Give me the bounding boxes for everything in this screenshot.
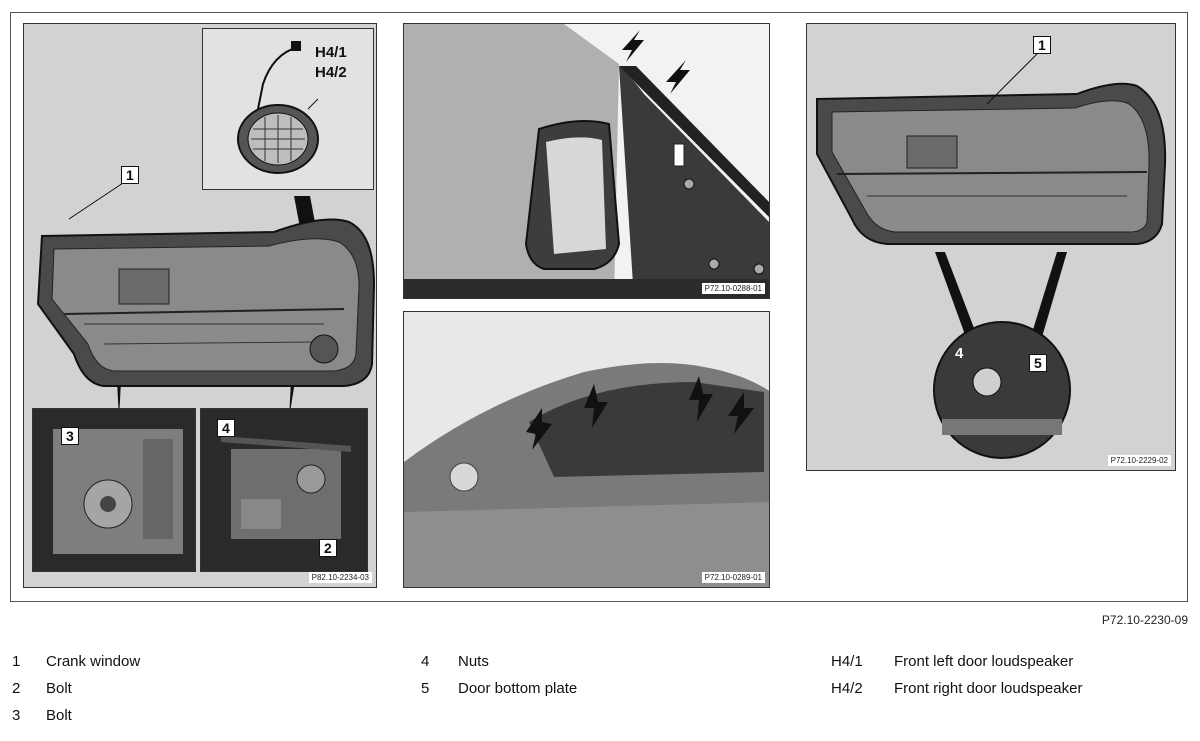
speaker-tag-h4-2: H4/2 [315,64,347,81]
callout-1-left: 1 [121,166,139,184]
legend-text: Bolt [46,707,72,724]
legend-text: Nuts [458,653,489,670]
legend-num: 2 [12,680,21,697]
callout-5: 5 [1029,354,1047,372]
legend-text: Bolt [46,680,72,697]
panel-code-bottom-middle: P72.10-0289-01 [702,572,765,583]
legend-item [831,648,1082,675]
legend-text: Front right door loudspeaker [894,680,1083,697]
callout-2: 2 [319,539,337,557]
bolt-3-inset [32,408,196,572]
legend-text: Front left door loudspeaker [894,653,1074,670]
callout-4-left: 4 [217,419,235,437]
speaker-image [203,29,374,190]
figure-code: P72.10-2230-09 [1101,613,1188,627]
door-illustration-right [807,24,1176,471]
panel-door-right [806,23,1176,471]
panel-code-left: P82.10-2234-03 [309,572,372,583]
figure-frame [10,12,1188,602]
panel-mirror-top [403,23,770,299]
legend-num: 1 [12,653,21,670]
legend-item [12,702,140,729]
bolt-3-image [33,409,196,572]
panel-door-left [23,23,377,588]
legend-num: 3 [12,707,21,724]
legend-num: H4/1 [831,653,863,670]
speaker-tag-h4-1: H4/1 [315,44,347,61]
panel-code-top-middle: P72.10-0288-01 [702,283,765,294]
callout-3: 3 [61,427,79,445]
callout-4-right: 4 [955,345,964,362]
legend-item [12,648,140,675]
mirror-image [404,24,770,299]
legend-item [831,675,1082,702]
legend-item [421,648,577,675]
panel-car-bottom [403,311,770,588]
legend-col-2 [421,648,577,702]
legend-item [421,675,577,702]
legend-item [12,675,140,702]
legend-text: Crank window [46,653,141,670]
legend-col-1 [12,648,140,729]
legend-text: Door bottom plate [458,680,578,697]
panel-code-right: P72.10-2229-02 [1108,455,1171,466]
legend-num: 5 [421,680,430,697]
callout-1-right: 1 [1033,36,1051,54]
legend-col-3 [831,648,1082,702]
legend-num: 4 [421,653,430,670]
legend-num: H4/2 [831,680,863,697]
speaker-inset [202,28,374,190]
bolt-2-inset [200,408,368,572]
car-image [404,312,770,588]
